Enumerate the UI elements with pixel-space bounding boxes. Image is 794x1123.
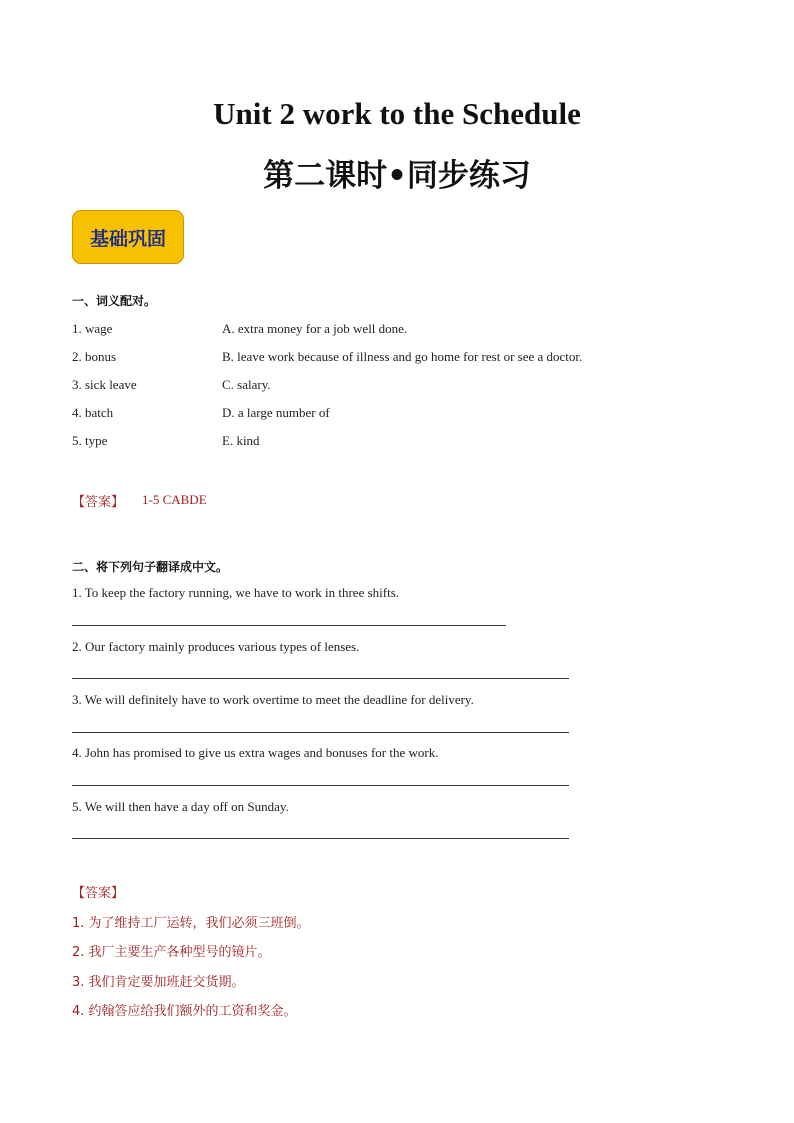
translation-text: 约翰答应给我们额外的工资和奖金。 bbox=[88, 1004, 297, 1019]
translation-item bbox=[72, 971, 245, 990]
sentence: 2. Our factory mainly produces various types of lenses. bbox=[72, 639, 360, 654]
answer-label: 【答案】 bbox=[72, 886, 125, 901]
answer-line[interactable] bbox=[72, 838, 569, 839]
answer-line[interactable] bbox=[72, 732, 569, 733]
match-word: 1. wage bbox=[72, 321, 113, 336]
translation-text: 为了维持工厂运转，我们必须三班倒。 bbox=[88, 916, 310, 931]
translation-text: 我厂主要生产各种型号的镜片。 bbox=[88, 945, 271, 960]
sentence: 4. John has promised to give us extra wages and bonuses for the work. bbox=[72, 745, 439, 760]
answer-line[interactable] bbox=[72, 625, 506, 626]
section2-heading: 二、将下列句子翻译成中文。 bbox=[72, 560, 229, 574]
match-word: 3. sick leave bbox=[72, 377, 137, 392]
match-word: 4. batch bbox=[72, 405, 114, 420]
match-definition: C. salary. bbox=[222, 377, 271, 392]
page-subtitle: 第二课时•同步练习 bbox=[263, 158, 531, 194]
translation-text: 我们肯定要加班赶交货期。 bbox=[88, 975, 245, 990]
badge-label: 基础巩固 bbox=[89, 227, 166, 250]
section-badge bbox=[72, 210, 184, 264]
match-word: 5. type bbox=[72, 433, 108, 448]
sentence: 5. We will then have a day off on Sunday. bbox=[72, 799, 289, 814]
match-definition: A. extra money for a job well done. bbox=[222, 321, 408, 336]
answer-value: 1-5 CABDE bbox=[142, 492, 207, 507]
sentence: 3. We will definitely have to work overtime to meet the deadline for delivery. bbox=[72, 692, 474, 707]
translation-item bbox=[72, 941, 271, 960]
match-definition: E. kind bbox=[222, 433, 260, 448]
translation-number: 2. bbox=[72, 945, 85, 960]
page-title: Unit 2 work to the Schedule bbox=[213, 96, 581, 131]
answer-label: 【答案】 bbox=[72, 495, 125, 510]
sentence: 1. To keep the factory running, we have to work in three shifts. bbox=[72, 585, 400, 600]
answer-line[interactable] bbox=[72, 678, 569, 679]
match-word: 2. bonus bbox=[72, 349, 117, 364]
answer-line[interactable] bbox=[72, 785, 569, 786]
section1-heading: 一、词义配对。 bbox=[72, 294, 157, 308]
translation-number: 1. bbox=[72, 916, 85, 931]
match-definition: D. a large number of bbox=[222, 405, 330, 420]
translation-item bbox=[72, 1000, 297, 1019]
translation-item bbox=[72, 912, 310, 931]
match-definition: B. leave work because of illness and go home for rest or see a doctor. bbox=[222, 349, 583, 364]
translation-number: 4. bbox=[72, 1004, 85, 1019]
translation-number: 3. bbox=[72, 975, 85, 990]
